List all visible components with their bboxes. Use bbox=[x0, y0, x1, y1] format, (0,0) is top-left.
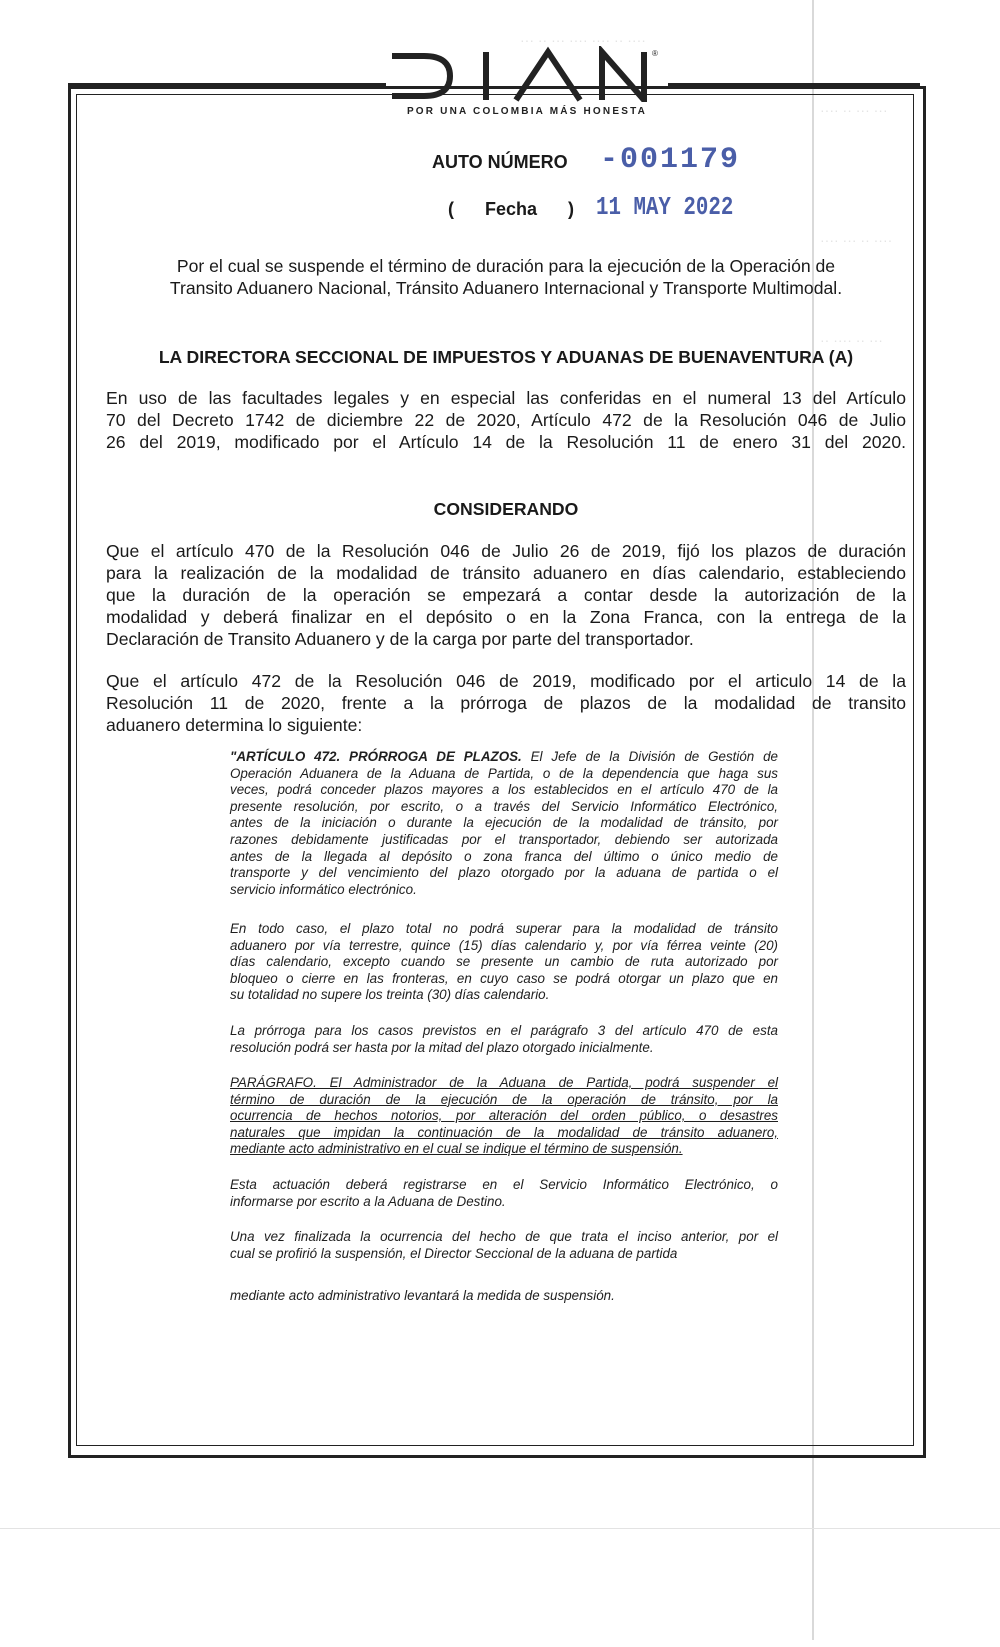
legal-basis-line: 70 del Decreto 1742 de diciembre 22 de 2020, Artículo 472 de la Resolución 046 de Julio bbox=[106, 410, 906, 430]
paragraph-line: Declaración de Transito Aduanero y de la carga por parte del transportador. bbox=[106, 629, 694, 649]
paragraph-line: Que el artículo 472 de la Resolución 046 de 2019, modificado por el articulo 14 de la bbox=[106, 671, 906, 691]
slogan: POR UNA COLOMBIA MÁS HONESTA bbox=[406, 106, 648, 117]
date-stamp: 11 MAY 2022 bbox=[596, 192, 734, 222]
quote-line: aduanero por vía terrestre, quince (15) días calendario y, por vía férrea veinte (20) bbox=[230, 937, 778, 953]
quote-line: su totalidad no supere los treinta (30) días calendario. bbox=[230, 987, 550, 1003]
quote-line: mediante acto administrativo levantará la medida de suspensión. bbox=[230, 1288, 615, 1303]
quote-line: informarse por escrito a la Aduana de Destino. bbox=[230, 1193, 506, 1209]
quote-line: veces, podrá conceder plazos mayores a los establecidos en el artículo 470 de la bbox=[230, 782, 778, 798]
quote-line: Operación Aduanera de la Aduana de Partida, o de la dependencia que haga sus bbox=[230, 765, 778, 781]
summary-line: Transito Aduanero Nacional, Tránsito Aduanero Internacional y Transporte Multimodal. bbox=[169, 278, 843, 298]
article-title: "ARTÍCULO 472. PRÓRROGA DE PLAZOS. bbox=[230, 749, 522, 764]
quote-line: término de duración de la ejecución de la operación de tránsito, por la bbox=[230, 1091, 778, 1107]
scan-edge-line bbox=[0, 1528, 1000, 1529]
paragraph-line: Resolución 11 de 2020, frente a la prórroga de plazos de la modalidad de transito bbox=[106, 693, 906, 713]
quote-line: antes de la llegada al depósito o zona franca del último o único medio de bbox=[230, 848, 778, 864]
auto-number-stamp: -001179 bbox=[600, 143, 741, 177]
quote-line: ocurrencia de hechos notorios, por alteración del orden público, o desastres bbox=[230, 1108, 778, 1124]
bleed-through-text: ···· ·· ··· ··· bbox=[820, 102, 888, 118]
paragraph-line: aduanero determina lo siguiente: bbox=[106, 715, 363, 735]
paragraph-line: para la realización de la modalidad de tránsito aduanero en días calendario, estableciendo bbox=[106, 563, 906, 583]
bleed-through-text: ·· ···· ·· ··· bbox=[820, 332, 883, 348]
quote-line: cual se profirió la suspensión, el Director Seccional de la aduana de partida bbox=[230, 1245, 678, 1261]
quote-line: razones debidamente justificadas por el transportador, debiendo ser autorizada bbox=[230, 831, 778, 847]
considerando-paragraph-1 bbox=[106, 540, 906, 650]
quote-line: presente resolución, por escrito, o a través del Servicio Informático Electrónico, bbox=[230, 798, 778, 814]
quote-line: PARÁGRAFO. El Administrador de la Aduana de Partida, podrá suspender el bbox=[230, 1075, 778, 1090]
quoted-paragraph-7 bbox=[230, 1288, 778, 1305]
article-line: El Jefe de la División de Gestión de bbox=[530, 749, 778, 764]
legal-basis-line: En uso de las facultades legales y en especial las conferidas en el numeral 13 del Artículo bbox=[106, 388, 906, 408]
quote-line bbox=[230, 749, 778, 766]
quote-line: mediante acto administrativo en el cual se indique el término de suspensión. bbox=[230, 1141, 683, 1157]
quote-line: bloqueo o cierre en las fronteras, en cuyo caso se podrá otorgar un plazo que en bbox=[230, 970, 778, 986]
svg-text:®: ® bbox=[652, 49, 658, 58]
quote-line: resolución podrá ser hasta por la mitad del plazo otorgado inicialmente. bbox=[230, 1039, 654, 1055]
quoted-paragrafo bbox=[230, 1075, 778, 1158]
quote-line: Esta actuación deberá registrarse en el Servicio Informático Electrónico, o bbox=[230, 1177, 778, 1192]
bleed-through-text: ···· ··· ·· ···· bbox=[820, 232, 893, 248]
considerando-paragraph-2 bbox=[106, 670, 906, 736]
quoted-paragraph-6 bbox=[230, 1229, 778, 1262]
considerando-heading: CONSIDERANDO bbox=[433, 499, 579, 519]
quote-line: Una vez finalizada la ocurrencia del hecho de que trata el inciso anterior, por el bbox=[230, 1229, 778, 1244]
paragraph-line: modalidad y deberá finalizar en el depósito o en la Zona Franca, con la entrega de la bbox=[106, 607, 906, 627]
quote-line: En todo caso, el plazo total no podrá superar para la modalidad de tránsito bbox=[230, 921, 778, 936]
bleed-through-text: ··· ·· ··· ···· ···· ·· ···· bbox=[520, 32, 646, 48]
paragraph-line: Que el artículo 470 de la Resolución 046 de Julio 26 de 2019, fijó los plazos de duración bbox=[106, 541, 906, 561]
summary-line: Por el cual se suspende el término de duración para la ejecución de la Operación de bbox=[176, 256, 836, 276]
legal-basis-line: 26 del 2019, modificado por el Artículo 14 de la Resolución 11 de enero 31 del 2020. bbox=[106, 432, 906, 452]
legal-basis bbox=[106, 387, 906, 453]
quote-line: La prórroga para los casos previstos en el parágrafo 3 del artículo 470 de esta bbox=[230, 1023, 778, 1038]
quoted-paragraph-5 bbox=[230, 1177, 778, 1210]
quoted-article-472 bbox=[230, 749, 778, 898]
auto-number-label: AUTO NÚMERO bbox=[432, 152, 568, 172]
quote-line: naturales que impidan la continuación de la modalidad de tránsito aduanero, bbox=[230, 1124, 778, 1140]
quote-line: transporte y del vencimiento del plazo otorgado por la aduana de partida o el bbox=[230, 865, 778, 881]
paragraph-line: que la duración de la operación se empezará a contar desde la autorización de la bbox=[106, 585, 906, 605]
resolution-summary bbox=[100, 255, 912, 299]
quoted-paragraph-2 bbox=[230, 921, 778, 1004]
issuing-authority: LA DIRECTORA SECCIONAL DE IMPUESTOS Y ADUANAS DE BUENAVENTURA (A) bbox=[158, 347, 854, 367]
date-label: ( Fecha ) bbox=[448, 199, 575, 219]
quote-line: servicio informático electrónico. bbox=[230, 881, 417, 897]
quote-line: días calendario, excepto cuando se presente un cambio de ruta autorizado por bbox=[230, 954, 778, 970]
quoted-paragraph-3 bbox=[230, 1023, 778, 1056]
quote-line: antes de la iniciación o durante la ejecución de la modalidad de tránsito, por bbox=[230, 815, 778, 831]
